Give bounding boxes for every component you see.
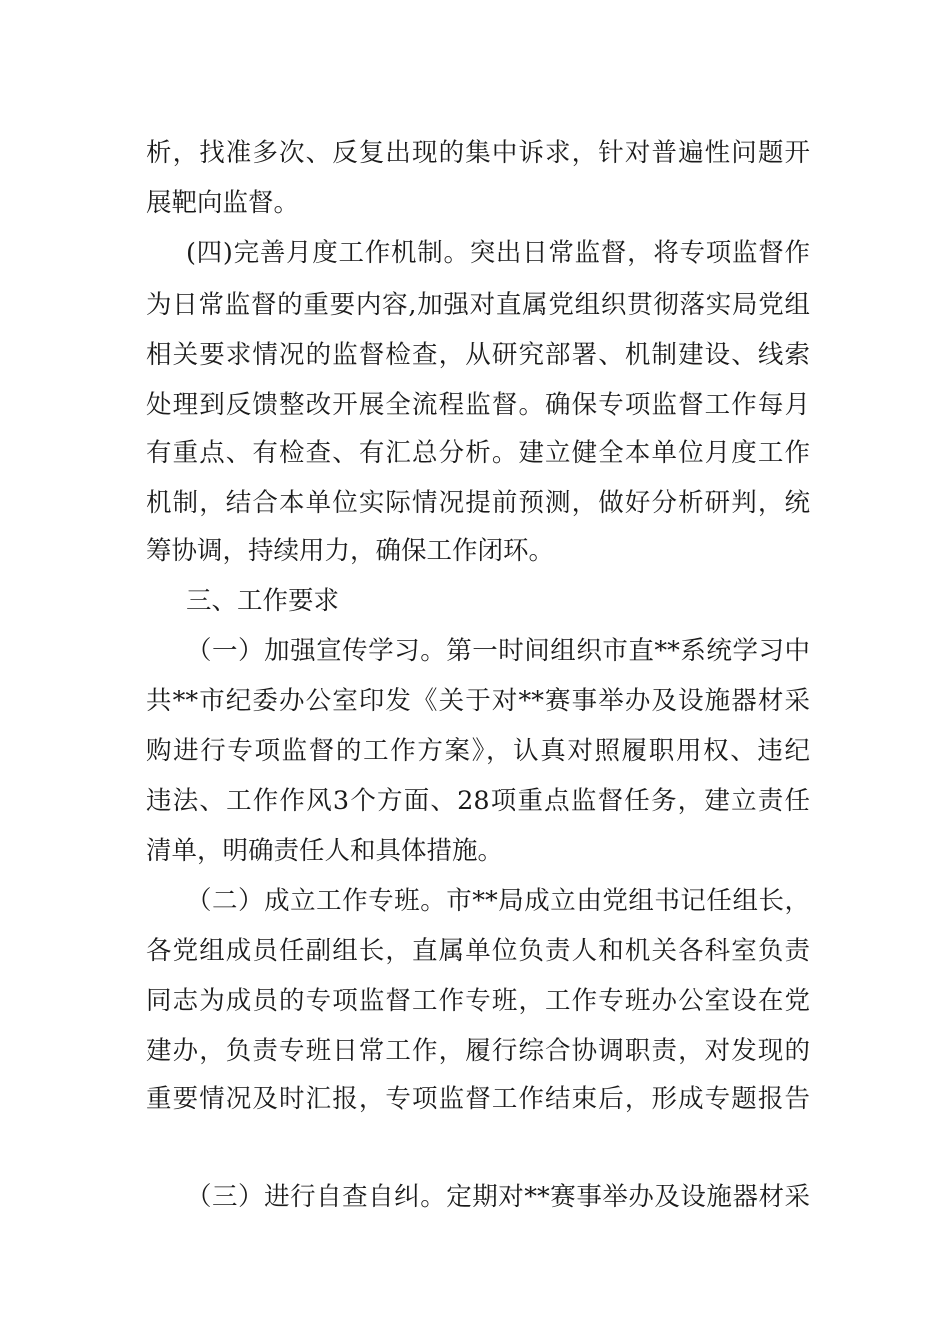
text-line: 各党组成员任副组长，直属单位负责人和机关各科室负责: [146, 936, 810, 966]
text-line: 析，找准多次、反复出现的集中诉求，针对普遍性问题开: [146, 138, 810, 168]
paragraph-heading-line: （三）进行自查自纠。定期对**赛事举办及设施器材采: [186, 1182, 810, 1212]
text-line: 展靶向监督。: [146, 188, 300, 218]
text-line: 有重点、有检查、有汇总分析。建立健全本单位月度工作: [146, 438, 810, 468]
text-line: 重要情况及时汇报，专项监督工作结束后，形成专题报告: [146, 1084, 810, 1114]
section-heading: 三、工作要求: [186, 586, 340, 616]
text-line: 建办，负责专班日常工作，履行综合协调职责，对发现的: [146, 1036, 810, 1066]
text-line: 同志为成员的专项监督工作专班，工作专班办公室设在党: [146, 986, 810, 1016]
text-line: 筹协调，持续用力，确保工作闭环。: [146, 536, 555, 566]
text-line: 清单，明确责任人和具体措施。: [146, 836, 504, 866]
text-line: 相关要求情况的监督检查，从研究部署、机制建设、线索: [146, 340, 810, 370]
text-line: 购进行专项监督的工作方案》，认真对照履职用权、违纪: [146, 736, 810, 766]
text-line: 处理到反馈整改开展全流程监督。确保专项监督工作每月: [146, 390, 810, 420]
text-line: 违法、工作作风3个方面、28项重点监督任务，建立责任: [146, 786, 810, 816]
paragraph-heading-line: （二）成立工作专班。市**局成立由党组书记任组长，: [186, 886, 810, 916]
text-line: 为日常监督的重要内容,加强对直属党组织贯彻落实局党组: [146, 290, 810, 320]
text-line: 机制，结合本单位实际情况提前预测，做好分析研判，统: [146, 488, 810, 518]
paragraph-heading-line: (四)完善月度工作机制。突出日常监督，将专项监督作: [186, 238, 810, 268]
text-line: 共**市纪委办公室印发《关于对**赛事举办及设施器材采: [146, 686, 810, 716]
paragraph-heading-line: （一）加强宣传学习。第一时间组织市直**系统学习中: [186, 636, 810, 666]
